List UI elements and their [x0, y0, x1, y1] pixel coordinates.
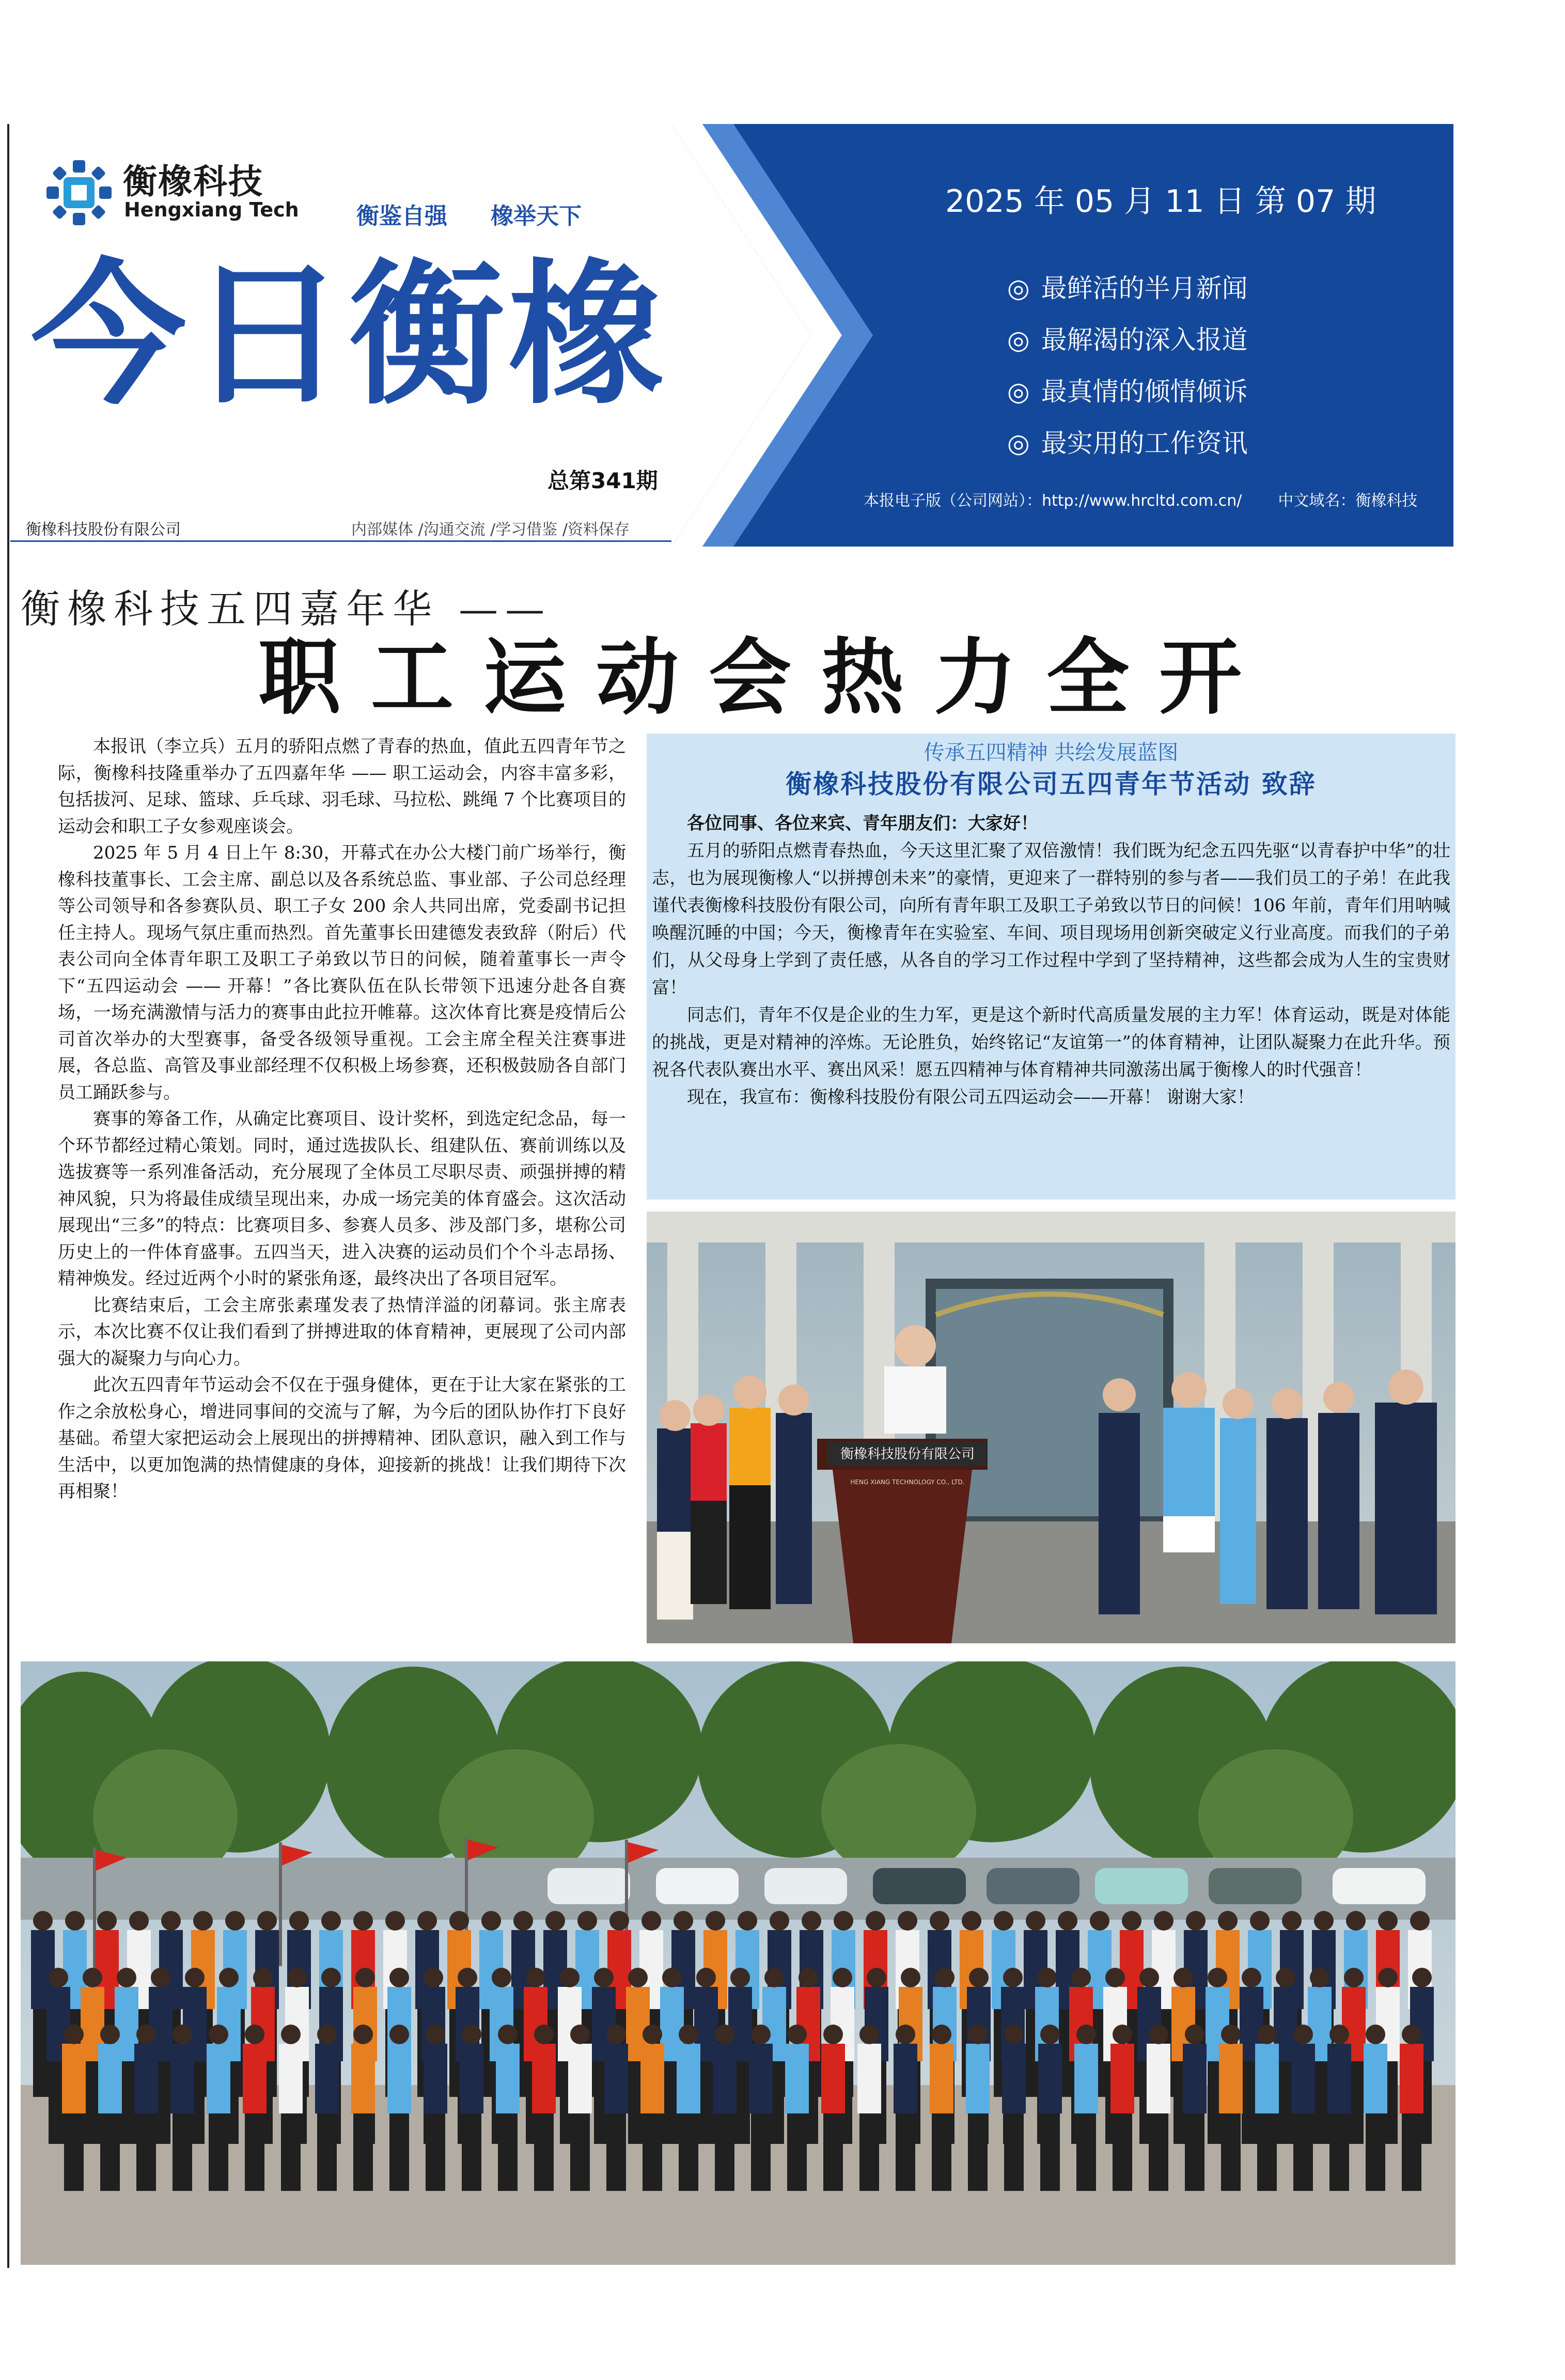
feature-item: ◎ 最真情的倾情倾诉 — [1007, 371, 1248, 408]
publisher-name: 衡橡科技股份有限公司 — [26, 521, 181, 539]
masthead-divider — [10, 540, 697, 542]
feature-item: ◎ 最实用的工作资讯 — [1007, 423, 1248, 460]
speech-paragraph: 现在，我宣布：衡橡科技股份有限公司五四运动会——开幕！ 谢谢大家！ — [687, 1087, 1255, 1108]
speech-paragraph: 五月的骄阳点燃青春热血，今天这里汇聚了双倍激情！我们既为纪念五四先驱“以青春护中华”的壮志，也为展现衡橡人“以拼搏创未来”的豪情，更迎来了一群特别的参与者——我们员工的子弟！在此我谨代表衡橡科技股份有限公司，向所有青年职工及职工子弟致以节日的问候！106 年前，青年们用呐喊唤醒沉睡的中国；今天，衡橡青年在实验室、车间、项目现场用创新突破定义行业高度。而我们的子弟们，从父母身上学到了责任感，从各自的学习工作过程中学到了坚持精神，这些都会成为人生的宝贵财富！ — [652, 841, 1450, 998]
issue-date: 2025 年 05 月 11 日 第 07 期 — [945, 183, 1376, 220]
speech-title: 衡橡科技股份有限公司五四青年节活动 致辞 — [786, 769, 1317, 799]
speech-body — [652, 810, 1450, 1111]
website-link[interactable]: 本报电子版（公司网站）：http://www.hrcltd.com.cn/ — [864, 492, 1242, 510]
crowd-illustration — [21, 1661, 1456, 2265]
slogan-part-2: 橡举天下 — [491, 203, 582, 229]
website-line — [864, 488, 1417, 510]
slogan — [356, 197, 625, 230]
logo-english-name: Hengxiang Tech — [124, 198, 299, 221]
company-logo-icon — [40, 154, 118, 231]
feature-item: ◎ 最解渴的深入报道 — [1007, 319, 1248, 356]
article-paragraph: 比赛结束后，工会主席张素瑾发表了热情洋溢的闭幕词。张主席表示，本次比赛不仅让我们看到了拼搏进取的体育精神，更展现了公司内部强大的凝聚力与向心力。 — [58, 1295, 626, 1369]
media-tags: 内部媒体 /沟通交流 /学习借鉴 /资料保存 — [351, 521, 630, 539]
article-paragraph: 本报讯（李立兵）五月的骄阳点燃了青春的热血，值此五四青年节之际，衡橡科技隆重举办了五四嘉年华 —— 职工运动会，内容丰富多彩，包括拔河、足球、篮球、乒乓球、羽毛球、马拉松、跳绳 7 个比赛项目的运动会和职工子女参观座谈会。 — [58, 736, 626, 837]
speech-greeting: 各位同事、各位来宾、青年朋友们：大家好！ — [687, 813, 1038, 834]
podium-banner-english: HENG XIANG TECHNOLOGY CO., LTD. — [850, 1479, 965, 1486]
slogan-part-1: 衡鉴自强 — [356, 203, 447, 229]
ceremony-illustration — [647, 1211, 1456, 1643]
article-paragraph: 此次五四青年节运动会不仅在于强身健体，更在于让大家在紧张的工作之余放松身心，增进同事间的交流与了解，为今后的团队协作打下良好基础。希望大家把运动会上展现出的拼搏精神、团队意识，融入到工作与生活中，以更加饱满的热情健康的身体，迎接新的挑战！让我们期待下次再相聚！ — [58, 1375, 626, 1502]
article-paragraph: 赛事的筹备工作，从确定比赛项目、设计奖杯，到选定纪念品，每一个环节都经过精心策划。同时，通过选拔队长、组建队伍、赛前训练以及选拔赛等一系列准备活动，充分展现了全体员工尽职尽责、顽强拼搏的精神风貌，只为将最佳成绩呈现出来，办成一场完美的体育盛会。这次活动展现出“三多”的特点：比赛项目多、参赛人员多、涉及部门多，堪称公司历史上的一件体育盛事。五四当天，进入决赛的运动员们个个斗志昂扬、精神焕发。经过近两个小时的紧张角逐，最终决出了各项目冠军。 — [58, 1109, 626, 1289]
podium-banner-text: 衡橡科技股份有限公司 — [840, 1446, 975, 1462]
total-issue-number: 总第341期 — [547, 468, 658, 493]
feature-list — [1007, 268, 1248, 474]
headline-title: 职工运动会热力全开 — [258, 629, 1272, 726]
headline-kicker: 衡橡科技五四嘉年华 —— — [21, 586, 552, 632]
speech-paragraph: 同志们，青年不仅是企业的生力军，更是这个新时代高质量发展的主力军！体育运动，既是对体能的挑战，更是对精神的淬炼。无论胜负，始终铭记“友谊第一”的体育精神，让团队凝聚力在此升华。预祝各代表队赛出水平、赛出风采！愿五四精神与体育精神共同激荡出属于衡橡人的时代强音！ — [652, 1005, 1450, 1080]
newspaper-title: 今日衡橡 — [31, 245, 667, 426]
logo-chinese-name: 衡橡科技 — [123, 162, 263, 201]
speech-subtitle: 传承五四精神 共绘发展蓝图 — [924, 741, 1179, 765]
page-edge-rule — [7, 124, 9, 2268]
main-article — [58, 734, 626, 1505]
feature-item: ◎ 最鲜活的半月新闻 — [1007, 268, 1248, 305]
article-paragraph: 2025 年 5 月 4 日上午 8:30，开幕式在办公大楼门前广场举行，衡橡科技董事长、工会主席、副总以及各系统总监、事业部、子公司总经理等公司领导和各参赛队员、职工子女 200 余人共同出席，党委副书记担任主持人。现场气氛庄重而热烈。首先董事长田建德发表致辞（附后）代表公司向全体青年职工及职工子弟致以节日的问候，随着董事长一声令下“五四运动会 —— 开幕！”各比赛队伍在队长带领下迅速分赴各自赛场，一场充满激情与活力的赛事由此拉开帷幕。这次体育比赛是疫情后公司首次举办的大型赛事，备受各级领导重视。工会主席全程关注赛事进展，各总监、高管及事业部经理不仅积极上场参赛，还积极鼓励各自部门员工踊跃参与。 — [58, 843, 626, 1103]
group-gathering-photo — [21, 1661, 1456, 2265]
chinese-domain: 中文域名：衡橡科技 — [1278, 492, 1418, 510]
chevron-decoration — [671, 124, 888, 547]
opening-ceremony-photo — [647, 1211, 1456, 1643]
